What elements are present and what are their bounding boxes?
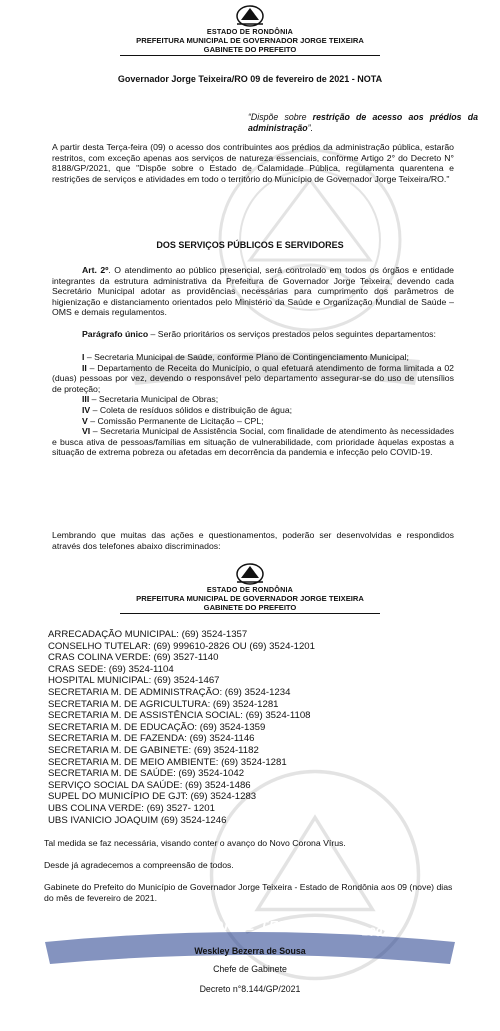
list-item: CONSELHO TUTELAR: (69) 999610-2826 OU (69) 3524-1201 [48,640,315,652]
list-item [52,416,454,427]
ementa [248,112,478,134]
list-item: SECRETARIA M. DE EDUCAÇÃO: (69) 3524-1359 [48,721,266,733]
header-rule [120,613,380,614]
letterhead-repeat [0,560,500,614]
letterhead [0,2,500,56]
phone-list [48,629,448,826]
signatory-decree: Decreto n°8.144/GP/2021 [199,984,301,994]
list-item: CRAS SEDE: (69) 3524-1104 [48,663,174,675]
list-item: UBS IVANICIO JOAQUIM (69) 3524-1246 [48,814,227,826]
item-text: – Secretaria Municipal de Obras; [89,394,219,405]
art2-label: Art. 2º [82,265,109,275]
ementa-suffix: ”. [307,123,314,133]
list-item: SECRETARIA M. DE ADMINISTRAÇÃO: (69) 3524-1234 [48,686,291,698]
list-item: SECRETARIA M. DE GABINETE: (69) 3524-1182 [48,744,259,756]
list-item [52,394,454,405]
header-rule [120,55,380,56]
art2-paragraph [52,265,454,318]
list-item: SECRETARIA M. DE FAZENDA: (69) 3524-1146 [48,733,255,745]
signatory-name: Weskley Bezerra de Sousa [194,946,306,956]
item-number: II [82,362,87,373]
banner-left: 13-02 [79,924,112,940]
list-item: SECRETARIA M. DE ASSISTÊNCIA SOCIAL: (69) 3524-1108 [48,710,311,722]
agradecemos: Desde já agradecemos a compreensão de todos. [44,860,234,870]
item-text: – Comissão Permanente de Licitação – CPL; [87,415,264,426]
coat-of-arms-icon [235,560,265,586]
item-number: I [82,352,85,362]
state-name: ESTADO DE RONDÔNIA [206,27,294,36]
item-text: – Secretaria Municipal de Assistência Social, com finalidade de atendimento às necessidades e busca ativa de pessoas/famílias em situação de vulnerabilidade, com prioridade àquelas expostas a situação de extrema pobreza ou afetadas em decorrência da pandemia e infecção pelo COVID-19. [52,426,454,458]
intro-paragraph: A partir desta Terça-feira (09) o acesso dos contribuintes aos prédios da administração pública, estarão restritos, com exceção apenas aos serviços de natureza essenciais, conforme Artigo 2° do Decreto N° 8188/GP/2021, que "Dispõe sobre o Estado de Calamidade Pública, regulamenta quarentena e restrições de serviços e atividades em todo o território do Município de Governador Jorge Teixeira/RO." [52,142,454,184]
signatory-role: Chefe de Gabinete [213,964,287,974]
item-text: – Coleta de resíduos sólidos e distribuição de água; [90,404,293,415]
list-item: HOSPITAL MUNICIPAL: (69) 3524-1467 [48,675,220,687]
list-item: SERVIÇO SOCIAL DA SAÚDE: (69) 3524-1486 [48,779,251,791]
list-item: SUPEL DO MUNICÍPIO DE GJT: (69) 3524-1283 [48,791,257,803]
art2-text: . O atendimento ao público presencial, será controlado em todos os órgãos e entidade integrantes da estrutura administrativa da Prefeitura de Governador Jorge Teixeira, devendo cada Secretário Municipal adotar as providências necessárias para cumprimento dos parâmetros de higienização e distanciamento orientados pelo Ministério da Saúde e Organização Mundial de Saúde – OMS e demais regulamentos. [52,265,454,318]
item-number: IV [82,404,91,415]
state-name: ESTADO DE RONDÔNIA [206,585,294,594]
item-number: V [82,415,88,426]
coat-of-arms-icon [235,2,265,28]
banner-right: 1992 [361,924,390,940]
paragrafo-unico [52,329,454,340]
list-item: ARRECADAÇÃO MUNICIPAL: (69) 3524-1357 [48,629,248,640]
item-text: – Departamento de Receita do Município, o qual efetuará atendimento de forma limitada a 02 (duas) pessoas por vez, devendo o responsável pelo departamento assegurar-se do uso de utensílios de proteção; [52,362,454,394]
list-item [52,405,454,416]
ementa-bold: restrição de acesso aos prédios da administração [248,112,478,133]
lembrando-paragraph: Lembrando que muitas das ações e questionamentos, poderão ser desenvolvidas e respondidos através dos telefones abaixo discriminados: [52,530,454,551]
items-list [52,352,454,458]
list-item [52,426,454,458]
prefeitura-name: PREFEITURA MUNICIPAL DE GOVERNADOR JORGE TEIXEIRA [136,36,364,45]
nota-title: Governador Jorge Teixeira/RO 09 de fevereiro de 2021 - NOTA [117,74,383,84]
item-number: III [82,394,90,405]
gabinete-name: GABINETE DO PREFEITO [203,45,297,54]
list-item: CRAS COLINA VERDE: (69) 3527-1140 [48,652,219,664]
item-number: VI [82,426,91,437]
list-item: SECRETARIA M. DE MEIO AMBIENTE: (69) 3524-1281 [48,756,287,768]
list-item [52,352,454,363]
list-item: UBS COLINA VERDE: (69) 3527- 1201 [48,802,215,814]
banner-center: GOV. JORGE TEIXEIRA [165,918,329,933]
gabinete-name: GABINETE DO PREFEITO [203,603,297,612]
gabinete-line: Gabinete do Prefeito do Município de Governador Jorge Teixeira - Estado de Rondônia aos 09 (nove) dias do mês de fevereiro de 2021. [44,882,453,903]
paragrafo-text: – Serão prioritários os serviços prestados pelos seguintes departamentos: [148,329,436,339]
section-title: DOS SERVIÇOS PÚBLICOS E SERVIDORES [156,240,344,250]
list-item: SECRETARIA M. DE AGRICULTURA: (69) 3524-1281 [48,698,279,710]
paragrafo-label: Parágrafo único [82,329,149,339]
list-item [52,363,454,395]
ementa-prefix: “Dispõe sobre [248,112,313,122]
item-text: – Secretaria Municipal de Saúde, conforme Plano de Contingenciamento Municipal; [84,352,409,362]
prefeitura-name: PREFEITURA MUNICIPAL DE GOVERNADOR JORGE TEIXEIRA [136,594,364,603]
list-item: SECRETARIA M. DE SAÚDE: (69) 3524-1042 [48,768,245,780]
tal-medida: Tal medida se faz necessária, visando conter o avanço do Novo Corona Vírus. [44,838,346,848]
